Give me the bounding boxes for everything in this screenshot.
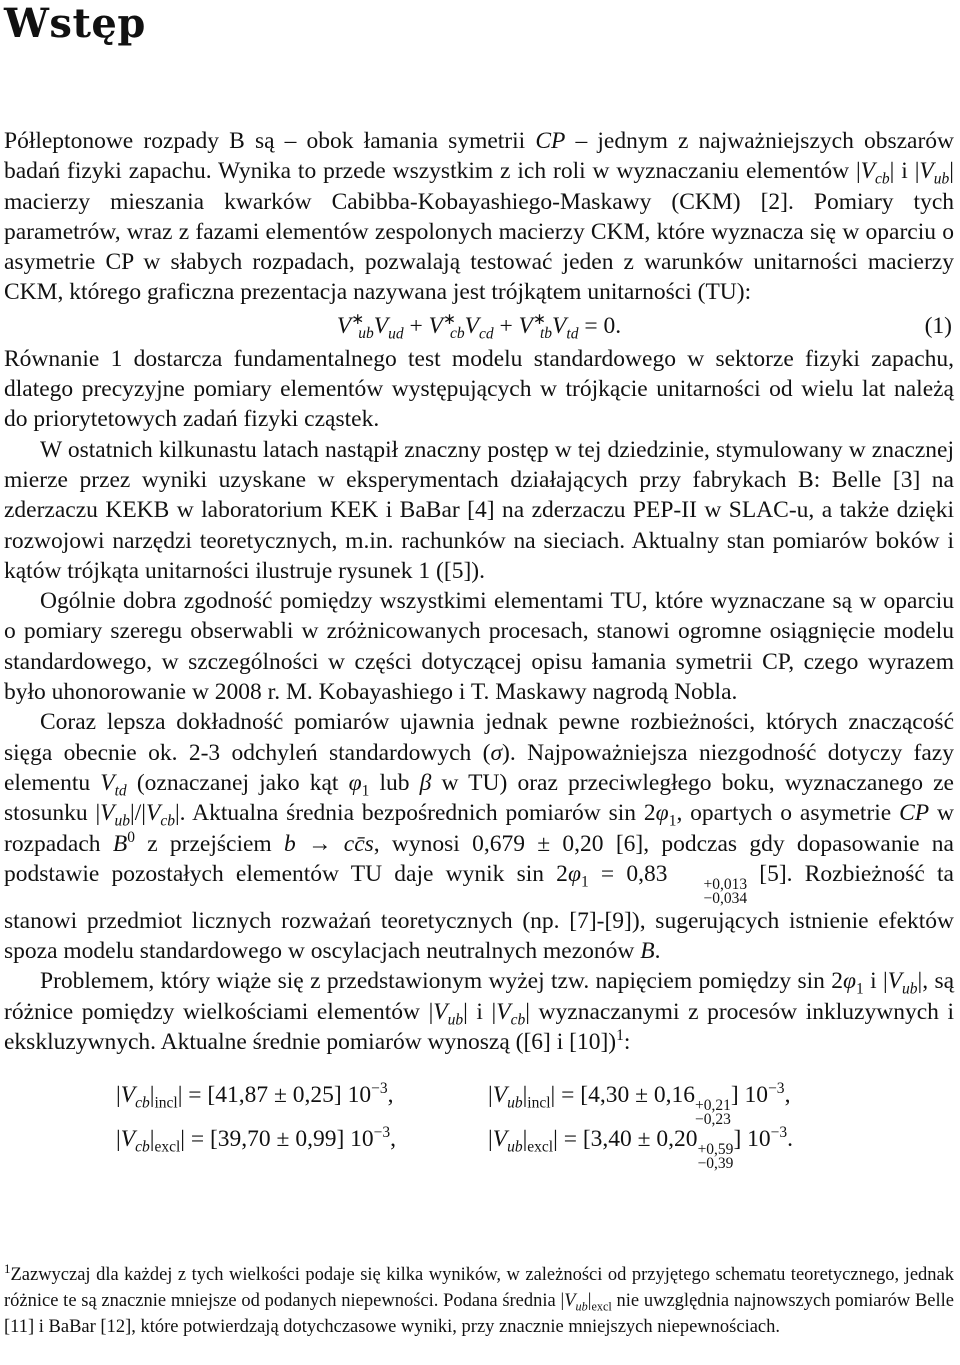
footnote-number: 1 xyxy=(4,1260,11,1276)
paragraph-3: W ostatnich kilkunastu latach nastąpił znaczny postęp w tej dziedzinie, stymulowany w znacznej mierze przez wyniki uzyskane w eksperymentach działających przy fabrykach B: Belle [3] na zderzaczu KEKB w laboratorium KEK i BaBar [4] na zderzaczu PEP-II w SLAC-u, a także dzięki rozwojowi narzędzi teoretycznych, m.in. rachunków na sieciach. Aktualny stan pomiarów boków i kątów trójkąta unitarności ilustruje rysunek 1 ([5]). xyxy=(4,436,954,584)
paragraph-6: Problemem, który wiąże się z przedstawionym wyżej tzw. napięciem pomiędzy $\sin 2\varphi_1$ i $|V_{ub}|$, są różnice pomiędzy wielkościami elementów $|V_{ub}|$ i $|V_{cb}|$ wyznaczanymi z procesów inkluzywnych i ekskluzywnych. Aktualne średnie pomiarów wynoszą ([6] i [10])$^1$: xyxy=(4,968,955,1056)
paragraph-4: Ogólnie dobra zgodność pomiędzy wszystkimi elementami TU, które wyznaczane są w oparciu o pomiary szeregu obserwabli w zróżnicowanych procesach, stanowi ogromne osiągnięcie modelu standardowego, w szczególności w części dotyczącej opisu łamania symetrii CP, czego wyrazem było uhonorowanie w 2008 r. M. Kobayashiego i T. Maskawy nagrodą Nobla. xyxy=(4,588,954,706)
equation-1-rendered: $V^∗_{ub}V_{ud} + V^∗_{cb}V_{cd} + V^∗_{tb}V_{td} = 0$. xyxy=(336,310,622,343)
paragraph-5: Coraz lepsza dokładność pomiarów ujawnia jednak pewne rozbieżności, których znaczącość sięga obecnie ok. 2-3 odchyleń standardowych (σ). Najpoważniejsza niezgodność dotyczy fazy elementu $V_{td}$ (oznaczanej jako kąt $\varphi_1$ lub β w TU) oraz przeciwległego boku, wyznaczanego ze stosunku $|V_{ub}|/|V_{cb}|$. Aktualna średnia bezpośrednich pomiarów $\sin 2\varphi_1$, opartych o asymetrie CP w rozpadach $B^0$ z przejściem b → cc̄s, wynosi 0,679 ± 0,20 [6], podczas gdy dopasowanie na podstawie pozostałych elementów TU daje wynik $\sin 2\varphi_1 = 0,83$ +0,013 −0,034 [5]. Rozbieżność ta stanowi przedmiot licznych rozważań teoretycznych (np. [7]-[9]), sugerujących istnienie efektów spoza modelu standardowego w oscylacjach neutralnych mezonów B. xyxy=(4,709,954,965)
results-row-incl: $|V_{cb}|_{incl}| = [41,87 \pm 0,25]$ $10^{-3}$, $|V_{ub}|_{incl}| = [4,30 \pm 0,16$ +0,21 −0,23 ] $10^{-3}$, xyxy=(116,1080,791,1129)
body-text xyxy=(4,126,955,1173)
results-equations xyxy=(116,1073,954,1173)
results-row-excl: $|V_{cb}|_{excl}| = [39,70 \pm 0,99]$ $10^{-3}$, $|V_{ub}|_{excl}| = [3,40 \pm 0,20$ +0,59 −0,39 ] $10^{-3}$. xyxy=(116,1124,794,1173)
paragraph-1: Półleptonowe rozpady B są – obok łamania symetrii CP – jednym z najważniejszych obszarów badań fizyki zapachu. Wynika to przede wszystkim z ich roli w wyznaczaniu elementów $|V_{cb}|$ i $|V_{ub}|$ macierzy mieszania kwarków Cabibba-Kobayashiego-Maskawy (CKM) [2]. Pomiary tych parametrów, wraz z fazami elementów zespolonych macierzy CKM, które wyznacza się w oparciu o asymetrie CP w słabych rozpadach, pozwalają testować jeden z warunków unitarności macierzy CKM, którego graficzna prezentacja nazywana jest trójkątem unitarności (TU): xyxy=(4,128,954,306)
footnote: $^1$Zazwyczaj dla każdej z tych wielkości podaje się kilka wyników, w zależności od przyjętego schematu teoretycznego, jednak różnice te są znacznie mniejsze od podanych niepewności. Podana średnia $|V_{ub}|_{excl}$ nie uwzględnia najnowszych pomiarów Belle [11] i BaBar [12], które potwierdzają dotychczasowe wyniki, przy znacznie mniejszych niepewnościach. xyxy=(4,1260,954,1337)
equation-1 xyxy=(4,308,954,344)
section-heading: Wstęp xyxy=(4,0,146,47)
equation-1-tag: (1) xyxy=(924,312,952,339)
paragraph-2: Równanie 1 dostarcza fundamentalnego test modelu standardowego w sektorze fizyki zapachu, dlatego precyzyjne pomiary elementów występujących w trójkącie unitarności od wielu lat należą do priorytetowych zadań fizyki cząstek. xyxy=(4,345,954,433)
